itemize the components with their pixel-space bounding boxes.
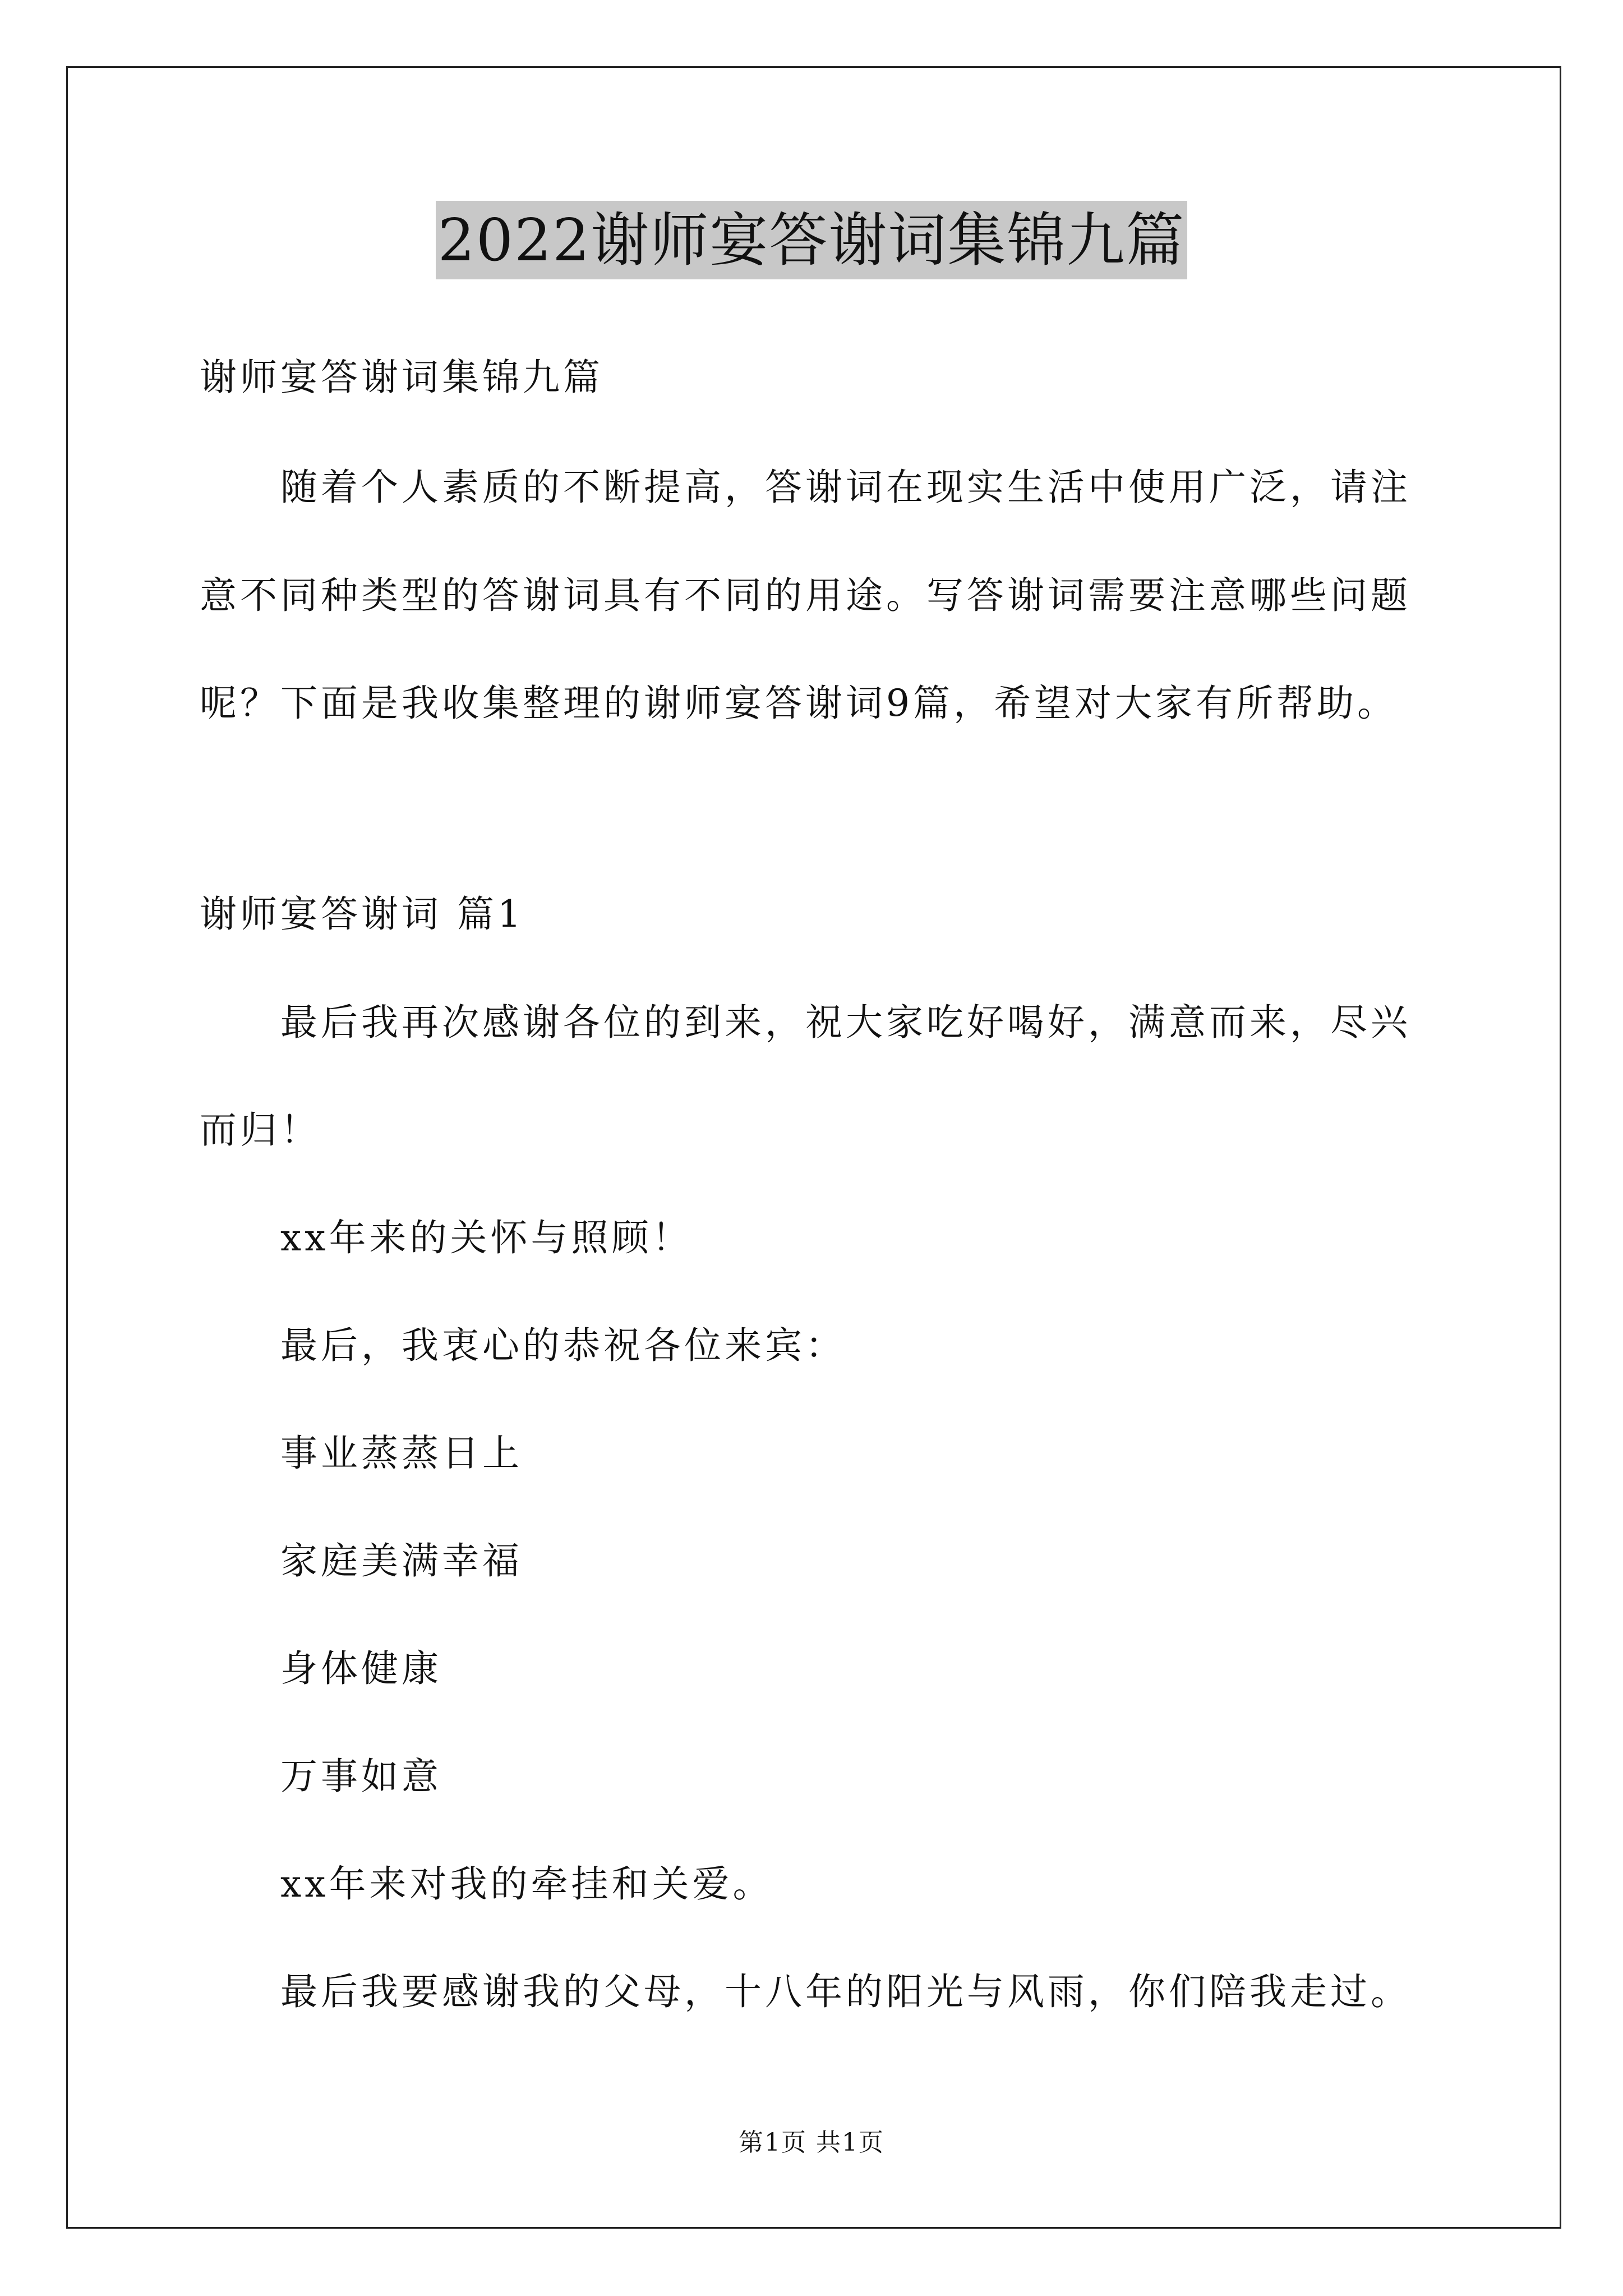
document-title: 2022谢师宴答谢词集锦九篇 (436, 201, 1188, 279)
paragraph-line: xx年来的关怀与照顾！ (280, 1216, 693, 1259)
section-heading: 谢师宴答谢词 篇1 (200, 892, 524, 936)
paragraph-line: 身体健康 (280, 1647, 442, 1690)
intro-line-2: 意不同种类型的答谢词具有不同的用途。写答谢词需要注意哪些问题 (200, 574, 1411, 617)
paragraph-line: 而归！ (200, 1108, 321, 1152)
title-container (0, 201, 1623, 279)
paragraph-line: 万事如意 (280, 1755, 442, 1798)
document-subtitle: 谢师宴答谢词集锦九篇 (200, 356, 603, 399)
paragraph-line: 最后我要感谢我的父母，十八年的阳光与风雨，你们陪我走过。 (280, 1970, 1411, 2013)
paragraph-line: 最后，我衷心的恭祝各位来宾： (280, 1324, 846, 1367)
paragraph-line: xx年来对我的牵挂和关爱。 (280, 1862, 773, 1906)
paragraph-line: 最后我再次感谢各位的到来，祝大家吃好喝好，满意而来，尽兴 (280, 1001, 1411, 1044)
page-footer: 第1页 共1页 (739, 2128, 884, 2157)
intro-line-1: 随着个人素质的不断提高，答谢词在现实生活中使用广泛，请注 (280, 466, 1411, 509)
intro-line-3: 呢？下面是我收集整理的谢师宴答谢词9篇，希望对大家有所帮助。 (200, 682, 1398, 725)
paragraph-line: 事业蒸蒸日上 (280, 1432, 523, 1475)
paragraph-line: 家庭美满幸福 (280, 1539, 523, 1582)
